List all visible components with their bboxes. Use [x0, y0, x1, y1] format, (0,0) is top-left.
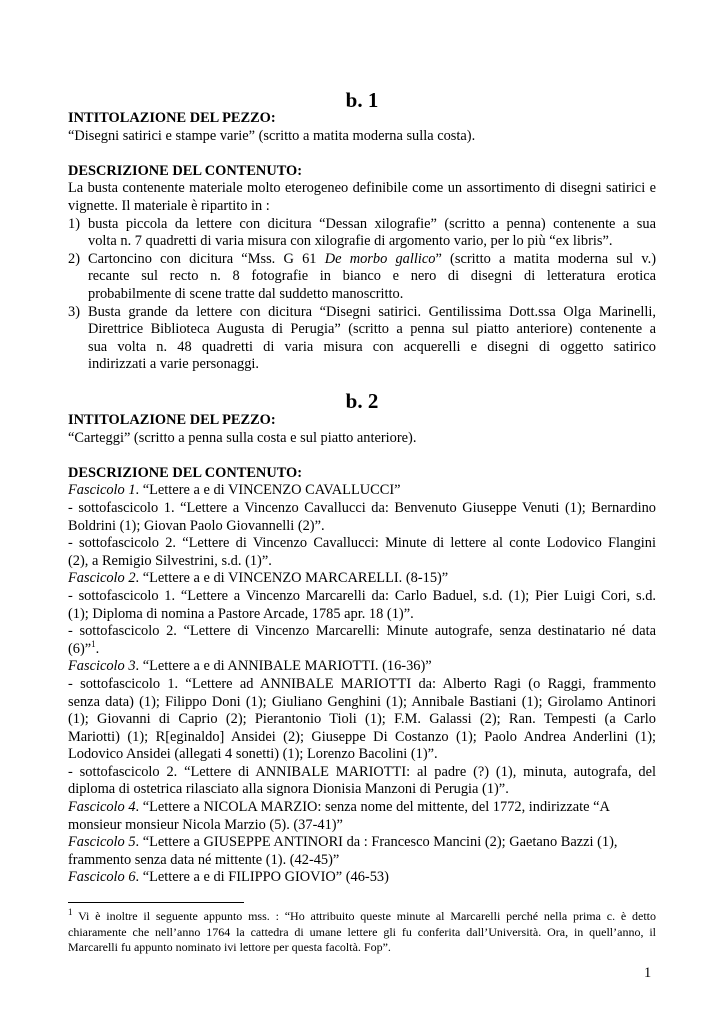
- footnote-reference: 1: [91, 638, 96, 649]
- fascicolo-heading: Fascicolo 4. “Lettere a NICOLA MARZIO: senza nome del mittente, del 1772, indirizzate “A: [68, 799, 610, 816]
- fascicolo-heading: Fascicolo 2. “Lettere a e di VINCENZO MARCARELLI. (8-15)”: [68, 570, 449, 587]
- list-item-number: 1): [68, 215, 80, 232]
- sottofascicolo-line: Lodovico Ansidei (allegati 4 sonetti) (1); Lorenzo Bacolini (1)”.: [68, 746, 438, 763]
- fascicolo-line: frammento senza data né mittente (1). (42-45)”: [68, 851, 340, 868]
- list-item-line: probabilmente di scene tratte dal suddetto manoscritto.: [88, 285, 404, 302]
- list-item-line: indirizzati a varie personaggi.: [88, 356, 260, 373]
- list-item-number: 3): [68, 303, 80, 320]
- list-item-line: sua volta n. 48 quadretti di varia misura con acquerelli e disegni di oggetto satirico: [88, 338, 656, 355]
- list-item: [68, 251, 656, 304]
- fascicolo-heading: Fascicolo 1. “Lettere a e di VINCENZO CAVALLUCCI”: [68, 482, 401, 499]
- sottofascicolo-line: (1); Diploma di nomina a Pastore Arcade, 1785 apr. 18 (1)”.: [68, 605, 414, 622]
- intitolazione-text: “Disegni satirici e stampe varie” (scritto a matita moderna sulla costa).: [68, 127, 476, 144]
- intitolazione-text: “Carteggi” (scritto a penna sulla costa e sul piatto anteriore).: [68, 429, 417, 446]
- list-item-line: Busta grande da lettere con dicitura “Disegni satirici. Gentilissima Dott.ssa Olga Marinelli,: [88, 303, 656, 320]
- sottofascicolo-line: Mariotti) (1); R[eginaldo] Ansidei (2); Giuseppe Di Costanzo (1); Paolo Andrea Anderlini (1);: [68, 728, 656, 745]
- sottofascicolo-line: - sottofascicolo 2. “Lettere di Vincenzo Marcarelli: Minute autografe, senza destinatario né data: [68, 623, 656, 640]
- sottofascicolo-line: - sottofascicolo 2. “Lettere di ANNIBALE MARIOTTI: al padre (?) (1), minuta, autografa, del: [68, 763, 656, 780]
- sottofascicolo-line: (2), a Remigio Silvestrini, s.d. (1)”.: [68, 552, 272, 569]
- intitolazione-label: INTITOLAZIONE DEL PEZZO:: [68, 412, 276, 428]
- section-b2: [68, 412, 656, 887]
- sottofascicolo-line: (6)”$^1$.: [68, 638, 100, 657]
- section-title-b1: b. 1: [345, 88, 379, 112]
- footnote-line: $^1$ Vi è inoltre il seguente appunto mss. : “Ho attribuito queste minute al Marcarelli perché nella prima c. è detto: [68, 907, 656, 923]
- footnote-line: chiaramente che nell’anno 1764 la cattedra di umane lettere gli fu conferita dall’Università. Ora, in quell’anno, il: [68, 924, 656, 939]
- list-item-line: busta piccola da lettere con dicitura “Dessan xilografie” (scritto a penna) contenente a sua: [88, 215, 656, 232]
- descrizione-label: DESCRIZIONE DEL CONTENUTO:: [68, 464, 303, 481]
- section-title-b2: b. 2: [345, 389, 379, 413]
- sottofascicolo-line: - sottofascicolo 1. “Lettere a Vincenzo Cavallucci da: Benvenuto Giuseppe Venuti (1); Bernardino: [68, 499, 656, 516]
- footnote-separator: [68, 902, 244, 903]
- sottofascicolo-line: (1); Giovanni di Caprio (2); Pierantonio Tioli (1); F.M. Galassi (2); Ran. Tempesti (a Carlo: [68, 711, 656, 728]
- footnote-marker: 1: [68, 907, 73, 917]
- section-b1: [68, 110, 656, 374]
- list-item-line: Cartoncino con dicitura “Mss. G 61 De morbo gallico” (scritto a matita moderna sul v.): [88, 250, 656, 267]
- list-item-number: 2): [68, 250, 80, 267]
- sottofascicolo-line: Boldrini (1); Giovan Paolo Giovannelli (2)”.: [68, 517, 325, 534]
- list-item-line: recante sul recto n. 8 fotografie in bianco e nero di disegni di letteratura erotica: [88, 268, 656, 285]
- sottofascicolo-line: - sottofascicolo 2. “Lettere di Vincenzo Cavallucci: Minute di lettere al conte Lodovico Flangini: [68, 535, 656, 552]
- page-number: 1: [644, 965, 652, 981]
- intitolazione-label: INTITOLAZIONE DEL PEZZO:: [68, 110, 276, 126]
- list-item-line: Direttrice Biblioteca Augusta di Perugia” (scritto a penna sul piatto anteriore) contenente a: [88, 321, 656, 338]
- list-item: [68, 304, 656, 374]
- footnote: [68, 909, 656, 956]
- list-item: [68, 216, 656, 251]
- footnote-line: Marcarelli fu appunto nominato ivi lettore per questa facoltà. Fop”.: [68, 940, 391, 954]
- fascicolo-heading: Fascicolo 3. “Lettere a e di ANNIBALE MARIOTTI. (16-36)”: [68, 658, 432, 675]
- fascicolo-heading: Fascicolo 6. “Lettere a e di FILIPPO GIOVIO” (46-53): [68, 869, 389, 886]
- fascicolo-heading: Fascicolo 5. “Lettere a GIUSEPPE ANTINORI da : Francesco Mancini (2); Gaetano Bazzi (1),: [68, 834, 618, 851]
- sottofascicolo-line: - sottofascicolo 1. “Lettere ad ANNIBALE MARIOTTI da: Alberto Ragi (o Raggi, frammento: [68, 675, 656, 692]
- intro-line: vignette. Il materiale è ripartito in :: [68, 197, 270, 214]
- descrizione-label: DESCRIZIONE DEL CONTENUTO:: [68, 162, 303, 179]
- intro-line: La busta contenente materiale molto eterogeneo definibile come un assortimento di disegni satirici e: [68, 180, 656, 197]
- list-item-line: volta n. 7 quadretti di varia misura con xilografie di argomento vario, per lo più “ex libris”.: [88, 233, 613, 250]
- fascicolo-line: monsieur monsieur Nicola Marzio (5). (37-41)”: [68, 816, 343, 833]
- sottofascicolo-line: senza data) (1); Filippo Doni (1); Giuliano Genghini (1); Annibale Bastiani (1); Girolamo Antinori: [68, 693, 656, 710]
- sottofascicolo-line: - sottofascicolo 1. “Lettere a Vincenzo Marcarelli da: Carlo Baduel, s.d. (1); Pier Luigi Cori, s.d.: [68, 587, 656, 604]
- italic-title: De morbo gallico: [324, 250, 436, 267]
- sottofascicolo-line: diploma di ostetrica rilasciato alla signora Dionisia Manzoni di Perugia (1)”.: [68, 781, 509, 798]
